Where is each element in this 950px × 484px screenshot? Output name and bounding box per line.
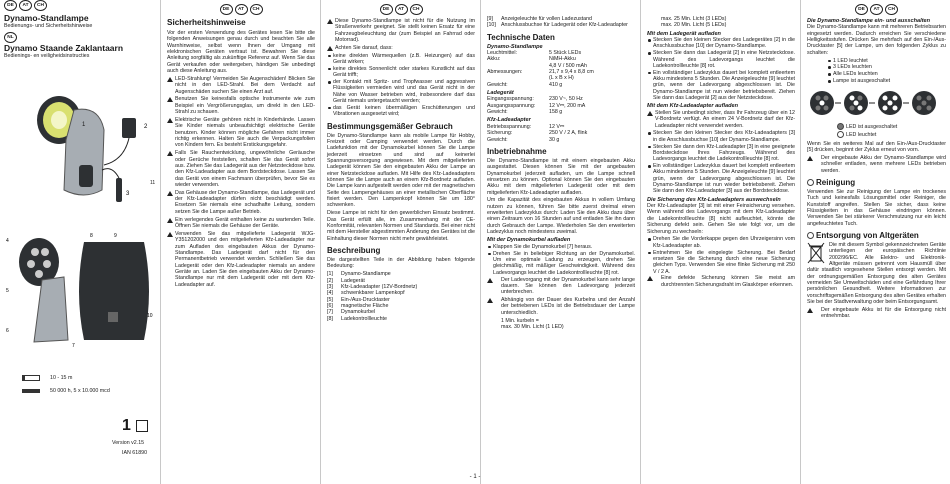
- list-item: das Gerät keinen übermäßigen Erschütterungen und Vibrationen ausgesetzt wird;: [327, 105, 475, 118]
- list-item: 1 LED leuchtet: [827, 58, 946, 64]
- country-flags: [167, 4, 315, 15]
- section-heading: Sicherheitshinweise: [167, 18, 246, 27]
- warning: Falls Sie Rauchentwicklung, ungewöhnliche Geräusche oder Gerüche feststellen, schalten Sie das Gerät sofort aus. Ziehen Sie das Ladegerät aus der Netzsteckdose bzw. den Kfz-Ladeadapter aus dem Bordsteckdose. Lassen Sie das Gerät von einem Fachmann überprüfen, bevor Sie es wieder verwenden.: [167, 150, 315, 188]
- beam-icon: [22, 375, 40, 381]
- list-item: keine direktes Sonnenlicht oder starkes Kunstlicht auf das Gerät trifft;: [327, 66, 475, 79]
- spec-row: Abmessungen: 21,7 x 9,4 x 8,8 cm: [487, 69, 594, 76]
- subheading: Die Dynamo-Standlampe ein- und ausschalten: [807, 18, 931, 24]
- list-item: der Kontakt mit Spritz- und Tropfwasser und aggressiven Flüssigkeiten vermieden wird und das Gerät nicht in der Nähe von Wasser betrieben wird, insbesondere darf das Gerät niemals untergetaucht werden;: [327, 79, 475, 104]
- part-row: [2] Ladegerät: [327, 277, 365, 284]
- callout-10: 10: [147, 313, 153, 319]
- part-row: [5] Ein-/Aus-Drucktaster: [327, 296, 390, 303]
- legend-on: LED leuchtet: [807, 131, 946, 138]
- part-row: [7] Dynamokurbel: [327, 309, 376, 316]
- version-label: Version v2.15: [112, 440, 145, 446]
- spec-row: Sicherung: 250 V / 2 A, flink: [487, 130, 588, 137]
- usage-column: [320, 0, 475, 484]
- list-item: Alle LEDs leuchten: [827, 71, 946, 77]
- runtime-row: max. 30 Min. Licht (1 LED): [501, 323, 564, 330]
- spec-row: Gewicht: 30 g: [487, 136, 560, 143]
- spec-row: Gewicht: 158 g: [487, 109, 563, 116]
- spec-row: Ausgangsspannung: 12 V⎓, 200 mA: [487, 102, 586, 109]
- flag-at: AT: [870, 4, 883, 15]
- life-text: 50 000 h, 5 x 10.000 mcd: [50, 388, 110, 394]
- callout-2: 2: [144, 124, 148, 130]
- legend-off: LED ist ausgeschaltet: [807, 123, 946, 130]
- warning: Elektrische Geräte gehören nicht in Kinderhände. Lassen Sie Kinder niemals unbeaufsichtigt elektrische Geräte benutzen. Kinder können mögliche Gefahren nicht immer richtig erkennen. Halten Sie auch die Verpackungsfolien von Kindern fern. Es besteht Erstickungsgefahr.: [167, 117, 315, 149]
- warning: Diese Dynamo-Standlampe ist nicht für die Nutzung im Straßenverkehr geeignet. Sie stellt keinen Ersatz für eine Fahrzeugbeleuchtung dar (zum Beispiel an Fahrrad oder Motorrad).: [327, 18, 475, 43]
- ian-label: IAN 61890: [122, 450, 148, 456]
- paragraph: Die Dynamo-Standlampe ist mit einem eingebauten Akku ausgestattet. Diesen können Sie mit der angebauten Dynamokurbel jederzeit aufladen, um die Lampe schnell einsetzen zu können. Optional können Sie den eingebauten Akku mit dem mitgelieferten Ladegerät oder mit dem mitgelieferten Kfz-Ladeadapter aufladen.: [487, 157, 635, 196]
- part-row: [10] Anschlussbuchse für Ladegerät oder Kfz-Ladeadapter: [487, 22, 628, 29]
- section-heading: Entsorgung von Altgeräten: [807, 231, 946, 240]
- warning: Benutzen Sie keinesfalls optische Instrumente wie zum Beispiel ein Vergrößerungsglas, um direkt in den LED-Strahl zu schauen.: [167, 96, 315, 115]
- product-illustration-parts: [4, 222, 156, 352]
- list-item: Ein vollständiger Ladezyklus dauert bei komplett entleertem Akku mindestens 5 Stunden. Die Anzeigeleuchte [9] leuchtet grün, wenn der Ladevorgang abgeschlossen ist. Die Dynamo-Standlampe ist nun wieder betriebsbereit. Ziehen Sie dann das Ladegerät [2] aus der Netzsteckdose.: [647, 70, 795, 102]
- paragraph: Um die Kapazität des eingebauten Akkus in vollem Umfang nutzen zu können, führen Sie bitte zuerst dreimal einen erweiterten Ladezyklus durch: Laden Sie den Akku dazu über einen Zeitraum von 16 Stunden auf und entladen Sie ihn dann durch Gebrauch der Lampe. Wiederholen Sie den erweiterten Ladezyklus noch mindestens zweimal.: [487, 197, 635, 236]
- list-item: Stecken Sie dann den Kfz-Ladeadapter [3] in eine geeignete Bordsteckdose Ihres Fahrzeugs. Während des Ladevorgangs leuchtet die Ladekontrollleuchte [8] rot.: [647, 144, 795, 163]
- paragraph: Die dargestellten Teile in der Abbildung haben folgende Bedeutung:: [327, 257, 475, 270]
- specs-column: [480, 0, 635, 484]
- part-row: [1] Dynamo-Standlampe: [327, 271, 391, 278]
- cover-column: [4, 0, 156, 484]
- paragraph: Wenn Sie ein weiteres Mal auf den Ein-/Aus-Drucktaster [5] drücken, beginnt der Zyklus erneut von vorn.: [807, 140, 946, 154]
- callout-8: 8: [90, 233, 93, 239]
- operation-column: [800, 0, 950, 484]
- spec-row: Eingangsspannung: 230 V~, 50 Hz: [487, 96, 583, 103]
- list-item: Stecken Sie den kleinen Stecker des Kfz-Ladeadapters [3] in die Anschlussbuchse [10] der Dynamo-Standlampe.: [647, 130, 795, 143]
- subheading: Dynamo-Standlampe: [487, 43, 543, 50]
- spec-row: Akku: NiMH-Akku: [487, 56, 576, 63]
- spec-row: 4,8 V / 500 mAh: [549, 62, 587, 69]
- cover-title-nl: Dynamo Staande Zaklantaarn: [4, 43, 124, 54]
- callout-4: 4: [6, 238, 9, 244]
- charging-column: [640, 0, 795, 484]
- flag-ch: CH: [410, 4, 423, 15]
- section-heading: Reinigung: [807, 178, 946, 187]
- warning: LED-Strahlung! Vermeiden Sie Augenschäden! Blicken Sie nicht in den LED-Strahl. Bei dem Verdacht auf Augenschäden suchen Sie einen Arzt auf.: [167, 76, 315, 95]
- flag-ch: CH: [34, 0, 47, 11]
- flag-ch: CH: [885, 4, 898, 15]
- flag-de: DE: [855, 4, 868, 15]
- callout-5: 5: [6, 288, 9, 294]
- callout-6: 6: [6, 328, 9, 334]
- list-item: Stecken Sie den kleinen Stecker des Ladegerätes [2] in die Anschlussbuchse [10] der Dynamo-Standlampe.: [647, 37, 795, 50]
- country-flags: [327, 4, 475, 15]
- spec-row: Leuchtmittel: 5 Stück LEDs: [487, 50, 582, 57]
- list-item: Entnehmen Sie die eingelegte Sicherung. Bei Bedarf ersetzen Sie die Sicherung durch eine neue Sicherung gleichen Typs. Verwenden Sie eine flinke Sicherung mit 250 V / 2 A.: [647, 250, 795, 275]
- section-heading: Inbetriebnahme: [487, 146, 547, 156]
- list-item: Drehen Sie in beliebiger Richtung an der Dynamokurbel. Um eine optimale Ladung zu erzeugen, drehen Sie gleichmäßig, mit mäßiger Geschwindigkeit. Während des Ladevorgangs leuchtet die Ladekontrollleuchte [8] rot.: [487, 251, 635, 276]
- warning: Verwenden Sie das mitgelieferte Ladegerät WJG-Y351202000 und den mitgelieferten Kfz-Ladeadapter nur zum Aufladen des eingebauten Akkus der Dynamo-Standlampe. Das Ladegerät darf nicht für den Permanentbetrieb verwendet werden. Schließen Sie das Ladegerät oder den Kfz-Ladeadapter niemals an andere Geräte an. Laden Sie den eingebauten Akku der Dynamo-Standlampe nur mit dem Ladegerät oder mit dem Kfz-Ladeadapter auf.: [167, 231, 315, 288]
- warning: Stellen Sie unbedingt sicher, dass Ihr Fahrzeug über ein 12 V-Bordnetz verfügt. An einem 24 V-Bordnetz darf der Kfz-Ladeadapter nicht verwendet werden.: [647, 110, 795, 129]
- crossed-bin-icon: [807, 242, 825, 264]
- list-item: Lampe ist ausgeschaltet: [827, 78, 946, 84]
- flag-ch: CH: [250, 4, 263, 15]
- paragraph: Die mit diesem Symbol gekennzeichneten Geräte unterliegen der europäischen Richtlinie 2002/96/EC. Alle Elektro- und Elektronik-Altgeräte müssen getrennt vom Hausmüll über dafür staatlich vorgesehene Stellen entsorgt werden. Mit der ordnungsgemäßen Entsorgung des alten Gerätes vermeiden Sie Umweltschäden und eine Gefährdung Ihrer persönlichen Gesundheit. Weitere Informationen zur vorschriftsgemäßen Entsorgung des alten Gerätes erhalten Sie bei der Stadtverwaltung oder beim Entsorgungsamt.: [807, 242, 946, 306]
- warning: Achten Sie darauf, dass:: [327, 45, 475, 51]
- warning: Ein verlegendes Gerät enthalten keine zu wartenden Teile. Öffnen Sie niemals die Gehäuse der Geräte.: [167, 217, 315, 230]
- subheading: Mit dem Ladegerät aufladen: [647, 30, 721, 37]
- safety-column: [160, 0, 315, 484]
- disposal-block: [807, 242, 946, 305]
- subheading: Ladegerät: [487, 90, 514, 97]
- paragraph: Der Kfz-Ladeadapter [3] ist mit einer Feinsicherung versehen. Wenn während des Ladevorgangs mit dem Kfz-Ladeadapter die Ladekontrollleuchte [8] nicht aufleuchtet, könnte die Sicherung defekt sein. Gehen Sie wie folgt vor, um die Sicherung zu wechseln:: [647, 203, 795, 235]
- spec-row: Gewicht: 410 g: [487, 81, 563, 88]
- book-icon: [136, 420, 148, 432]
- note: Eine defekte Sicherung können Sie meist am durchtrennten Sicherungsdraht im Glaskörper erkennen.: [647, 275, 795, 288]
- page-big-number: 1: [122, 417, 131, 434]
- list-item: Drehen Sie die Vorderkappe gegen den Uhrzeigersinn vom Kfz-Ladeadapter ab.: [647, 236, 795, 249]
- part-row: [4] schwenkbarer Lampenkopf: [327, 290, 405, 297]
- spec-row: Betriebsspannung: 12 V⎓: [487, 123, 565, 130]
- callout-7: 7: [72, 343, 75, 349]
- led-cycle-diagram: [807, 88, 942, 118]
- paragraph: Die Dynamo-Standlampe kann mit mehreren Betriebsarten eingesetzt werden. Dadurch erreichen Sie verschiedene Helligkeitsstufen. Drücken Sie mehrfach auf den Ein-/Aus-Drucktaster [5] der Lampe, um den folgenden Zyklus zu schalten:: [807, 24, 946, 56]
- cover-title-de: Dynamo-Standlampe: [4, 13, 89, 23]
- part-row: [8] Ladekontrollleuchte: [327, 315, 387, 322]
- subheading: Kfz-Ladeadapter: [487, 117, 531, 124]
- callout-9: 9: [114, 233, 117, 239]
- country-flags: [807, 4, 946, 15]
- runtime-row: max. 20 Min. Licht (5 LEDs): [661, 22, 727, 29]
- product-illustration-charging: [4, 70, 154, 210]
- section-heading: Beschreibung: [327, 246, 381, 255]
- range-row: [22, 375, 72, 381]
- section-heading: Technische Daten: [487, 32, 555, 42]
- paragraph: Verwenden Sie zur Reinigung der Lampe ein trockenes Tuch und keinesfalls Lösungsmittel oder Reiniger, die Kunststoff angreifen. Stellen Sie sicher, dass keine Flüssigkeiten in das Gehäuse eindringen können. Verwenden Sie bei stärkerer Verschmutzung nur ein leicht angefeuchtetes Tuch.: [807, 189, 946, 227]
- list-item: keine direkten Wärmequellen (z.B. Heizungen) auf das Gerät wirken;: [327, 53, 475, 66]
- flag-de: DE: [380, 4, 393, 15]
- runtime-row: 1 Min. kurbeln =: [501, 317, 539, 324]
- life-row: [22, 388, 110, 394]
- cover-subtitle-nl: Bedienings- en veiligheidsinstructies: [4, 53, 90, 60]
- range-text: 10 - 15 m: [50, 375, 73, 381]
- note: Abhängig von der Dauer des Kurbelns und der Anzahl der betriebenen LEDs ist die Betriebsdauer der Lampe unterschiedlich.: [487, 297, 635, 316]
- subheading: Die Sicherung des Kfz-Ladeadapters auswechseln: [647, 196, 781, 203]
- led-icon: [22, 389, 40, 393]
- flag-nl: NL: [4, 32, 17, 43]
- flag-at: AT: [19, 0, 32, 11]
- list-item: Ein vollständiger Ladezyklus dauert bei komplett entleertem Akku mindestens 5 Stunden. Die Anzeigeleuchte [9] leuchtet grün, wenn der Ladevorgang abgeschlossen ist. Die Dynamo-Standlampe ist nun wieder betriebsbereit. Ziehen Sie dann den Kfz-Ladeadapter [3] aus der Bordsteckdose.: [647, 163, 795, 195]
- list-item: Stecken Sie dann das Ladegerät [2] in eine Netzsteckdose. Während des Ladevorgangs leuchtet die Ladekontrollleuchte [8] rot.: [647, 50, 795, 69]
- led-on-icon: [837, 131, 844, 138]
- list-item: Klappen Sie die Dynamokurbel [7] heraus.: [487, 244, 635, 250]
- cover-subtitle-de: Bedienungs- und Sicherheitshinweise: [4, 23, 93, 29]
- section-heading: Bestimmungsgemäßer Gebrauch: [327, 121, 453, 131]
- callout-1: 1: [82, 122, 86, 128]
- subheading: Mit dem Kfz-Ladeadapter aufladen: [647, 103, 739, 110]
- callout-11: 11: [150, 180, 156, 186]
- callout-3: 3: [126, 191, 130, 197]
- subheading: Mit der Dynamokurbel aufladen: [487, 237, 571, 244]
- note: Der eingebaute Akku ist für die Entsorgung nicht entnehmbar.: [807, 307, 946, 320]
- note: Der Ladevorgang mit der Dynamokurbel kann sehr lange dauern. Sie können den Ladevorgang jederzeit unterbrechen.: [487, 277, 635, 296]
- cleaning-icon: [807, 179, 814, 186]
- part-row: [9] Anzeigeleuchte für vollen Ladezustand: [487, 16, 592, 22]
- spec-row: (L x B x H): [549, 75, 574, 82]
- flag-de: DE: [4, 0, 17, 11]
- recycling-icon: [807, 232, 814, 239]
- paragraph: Die Dynamo-Standlampe kann als mobile Lampe für Hobby, Freizeit oder Camping verwendet werden. Durch die Ladefunktion mit der Dynamokurbel können Sie die Lampe jederzeit einsetzen und sind auf keinerlei Spannungsversorgung angewiesen. Mit dem mitgelieferten Ladegerät können Sie den eingebauten Akku der Lampe an einer Netzsteckdose aufladen. Mit Hilfe des Kfz-Ladeadapters können Sie die Lampe auch an einem Kfz-Bordnetz aufladen. Die Lampe kann aufgestellt werden oder mit der magnetischen Seite des Lampengehäuses an einer metallischen Oberfläche fixiert werden. Den Lampenkopf können Sie um 180° schwenken.: [327, 132, 475, 209]
- flag-at: AT: [395, 4, 408, 15]
- list-item: 3 LEDs leuchten: [827, 64, 946, 70]
- paragraph: Diese Lampe ist nicht für den gewerblichen Einsatz bestimmt. Das Gerät erfüllt alle, im Zusammenhang mit der CE-Konformität, relevanten Normen und Standards. Bei einer nicht mit dem Hersteller abgestimmten Änderung des Gerätes ist die Einhaltung dieser Normen nicht mehr gewährleistet.: [327, 210, 475, 242]
- paragraph: Vor der ersten Verwendung des Gerätes lesen Sie bitte die folgenden Anweisungen genau durch und beachten Sie alle Warnhinweise, selbst wenn Ihnen der Umgang mit elektronischen Geräten vertraut ist. Bewahren Sie diese Anleitung sorgfältig als zukünftige Referenz auf. Wenn Sie das Gerät verkaufen oder weitergeben, händigen Sie unbedingt auch diese Anleitung aus.: [167, 30, 315, 75]
- flag-at: AT: [235, 4, 248, 15]
- warning: Das Gehäuse der Dynamo-Standlampe, das Ladegerät und der Kfz-Ladeadapter dürfen nicht beschädigt werden. Ersetzen Sie niemals eine schadhafte Leitung, sondern setzen Sie die Lampe außer Betrieb.: [167, 190, 315, 215]
- flag-de: DE: [220, 4, 233, 15]
- part-row: [6] magnetische Fläche: [327, 302, 389, 309]
- country-flags: [4, 0, 156, 11]
- page-number: - 1 -: [469, 473, 481, 480]
- led-off-icon: [837, 123, 844, 130]
- runtime-row: max. 25 Min. Licht (3 LEDs): [661, 16, 727, 22]
- part-row: [3] Kfz-Ladeadapter (12V-Bordnetz): [327, 283, 418, 290]
- note: Der eingebaute Akku der Dynamo-Standlampe wird schneller entladen, wenn mehrere LEDs betrieben werden.: [807, 155, 946, 174]
